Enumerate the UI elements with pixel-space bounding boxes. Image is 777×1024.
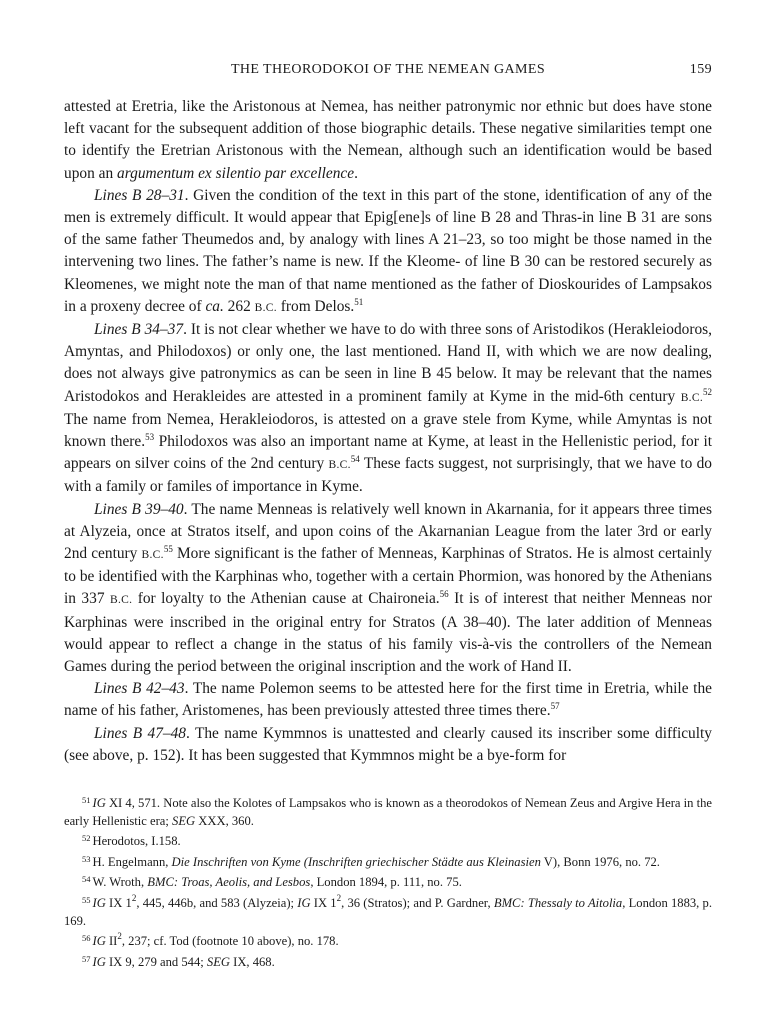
- paragraph: [64, 723, 712, 767]
- text-run: More significant is the father of Menneas, Karphinas of Stratos. He is almost certainly to be identified with the Karphinas who, together with a certain Phormion, was honored by the Athenians in 337: [64, 545, 712, 608]
- text-run: It is of interest that neither Menneas nor Karphinas were inscribed in the original entry for Stratos (A 38–40). The later addition of Menneas would appear to reflect a change in the status of his family vis-à-vis the controllers of the Nemean Games during the period between the original inscription and the work of Hand II.: [64, 590, 713, 676]
- text-run: H. Engelmann,: [92, 854, 172, 869]
- italic-text: Lines B 47–48: [94, 724, 186, 742]
- footnote-marker: 56: [439, 589, 449, 600]
- footnote: [64, 951, 712, 972]
- footnote-marker: 52: [703, 386, 712, 397]
- running-title: THE THEORODOKOI OF THE NEMEAN GAMES: [230, 62, 546, 77]
- text-run: .: [354, 164, 358, 182]
- page-number: 159: [689, 62, 712, 77]
- footnote: [64, 830, 712, 851]
- text-run: V), Bonn 1976, no. 72.: [540, 854, 660, 869]
- footnotes: [64, 792, 712, 971]
- italic-text: SEG: [172, 813, 196, 828]
- italic-text: BMC: Thessaly to Aitolia: [493, 895, 623, 910]
- small-caps-text: B.C.: [254, 301, 277, 314]
- italic-text: IG: [92, 954, 106, 969]
- footnote-marker: 53: [145, 432, 155, 443]
- text-run: W. Wroth,: [92, 875, 148, 890]
- italic-text: argumentum ex silentio par excellence: [117, 164, 355, 182]
- italic-text: Lines B 42–43: [94, 680, 185, 698]
- text-run: IX 1: [310, 895, 337, 910]
- footnote-number: 56: [82, 933, 91, 944]
- small-caps-text: B.C.: [109, 594, 133, 607]
- text-run: Philodoxos was also an important name at Kyme, at least in the Hellenistic period, for it appears on silver coins of the 2nd century: [64, 433, 713, 473]
- paragraph: [64, 185, 712, 319]
- italic-text: IG: [92, 796, 106, 810]
- italic-text: SEG: [206, 954, 230, 969]
- footnote-marker: 54: [350, 454, 360, 465]
- text-run: , 36 (Stratos); and P. Gardner,: [341, 895, 494, 910]
- text-run: , 237; cf. Tod (footnote 10 above), no. 178.: [121, 934, 339, 949]
- small-caps-text: B.C.: [328, 459, 351, 472]
- footnote-marker: 2: [131, 892, 137, 903]
- footnote-marker: 2: [117, 931, 122, 942]
- text-run: , London 1894, p. 111, no. 75.: [310, 875, 462, 890]
- text-run: 262: [223, 297, 255, 315]
- footnote-number: 52: [82, 833, 91, 844]
- text-run: II: [105, 934, 118, 949]
- footnote-marker: 55: [163, 544, 173, 555]
- italic-text: IG: [297, 895, 311, 910]
- text-run: XXX, 360.: [195, 813, 254, 828]
- footnote-number: 53: [82, 853, 91, 864]
- text-run: attested at Eretria, like the Aristonous at Nemea, has neither patronymic nor ethnic but does have stone left vacant for the subsequent addition of those biographic details. These negative similarities tempt one to identify the Eretrian Aristonous with the Nemean, although such an identification would be based upon an: [64, 98, 712, 182]
- paragraph: [64, 678, 712, 722]
- footnote-number: 54: [82, 874, 91, 885]
- paragraph: [64, 96, 712, 185]
- italic-text: IG: [92, 895, 106, 910]
- footnote: [64, 871, 712, 892]
- text-run: . The name Kymmnos is unattested and clearly caused its inscriber some difficulty (see above, p. 152). It has been suggested that Kymmnos might be a bye-form for: [64, 724, 712, 764]
- text-run: Herodotos, I.158.: [92, 834, 181, 849]
- text-run: for loyalty to the Athenian cause at Chaironeia.: [132, 590, 440, 608]
- italic-text: Lines B 28–31: [94, 186, 185, 204]
- text-run: XI 4, 571. Note also the Kolotes of Lampsakos who is known as a theorodokos of Nemean Zeus and Argive Hera in the early Hellenistic era;: [64, 796, 712, 828]
- main-text: [64, 96, 712, 767]
- footnote: [64, 930, 712, 951]
- footnote: [64, 792, 712, 830]
- italic-text: Die Inschriften von Kyme (Inschriften griechischer Städte aus Kleinasien: [171, 854, 541, 869]
- italic-text: Lines B 34–37: [94, 321, 184, 339]
- italic-text: Lines B 39–40: [94, 500, 184, 518]
- footnote: [64, 892, 712, 930]
- text-run: The name from Nemea, Herakleiodoros, is attested on a grave stele from Kyme, while Amyntas is not known there.: [64, 410, 712, 451]
- footnote-marker: 2: [336, 892, 342, 903]
- text-run: from Delos.: [276, 297, 355, 315]
- text-run: IX 9, 279 and 544;: [105, 954, 207, 969]
- paragraph: [64, 499, 712, 679]
- text-run: , 445, 446b, and 583 (Alyzeia);: [136, 895, 298, 910]
- page-header: [64, 62, 712, 82]
- italic-text: IG: [92, 934, 106, 949]
- footnote-marker: 51: [354, 296, 364, 307]
- italic-text: BMC: Troas, Aeolis, and Lesbos: [147, 875, 311, 890]
- text-run: These facts suggest, not surprisingly, that we have to do with a family or familes of importance in Kyme.: [64, 455, 712, 496]
- footnote: [64, 851, 712, 872]
- footnote-marker: 57: [550, 701, 560, 712]
- text-run: IX, 468.: [229, 954, 275, 969]
- text-run: , London 1883, p. 169.: [64, 895, 712, 928]
- text-run: . Given the condition of the text in this part of the stone, identification of any of the men is extremely difficult. It would appear that Epig[ene]s of line B 28 and Thras-in line B 31 are sons of the same father Theumedos and, by analogy with lines A 21–23, so too might be those named in the intervening two lines. The father’s name is new. If the Kleome- of line B 30 can be restored securely as Kleomenes, we might note the man of that name mentioned as the father of Dioskourides of Lampsakos in a proxeny decree of: [64, 186, 712, 315]
- footnote-number: 55: [82, 894, 91, 905]
- text-run: . The name Polemon seems to be attested here for the first time in Eretria, while the name of his father, Aristomenes, has been previously attested three times there.: [64, 680, 712, 720]
- text-run: . It is not clear whether we have to do with three sons of Aristodikos (Herakleiodoros, Amyntas, and Philodoxos) or only one, the last mentioned. Hand II, with which we are now dealing, does not always give patronymics as can be seen in line B 45 below. It may be relevant that the names Aristodokos and Herakleides are attested in a prominent family at Kyme in the mid-6th century: [64, 321, 712, 405]
- text-run: . The name Menneas is relatively well known in Akarnania, for it appears three times at Alyzeia, once at Stratos itself, and upon coins of the Akarnanian League from the later 3rd or early 2nd century: [64, 500, 712, 563]
- paragraph: [64, 319, 712, 499]
- small-caps-text: B.C.: [141, 549, 164, 562]
- footnote-number: 51: [82, 795, 91, 805]
- small-caps-text: B.C.: [680, 391, 703, 404]
- italic-text: ca.: [205, 297, 224, 315]
- text-run: IX 1: [105, 895, 132, 910]
- footnote-number: 57: [82, 953, 91, 964]
